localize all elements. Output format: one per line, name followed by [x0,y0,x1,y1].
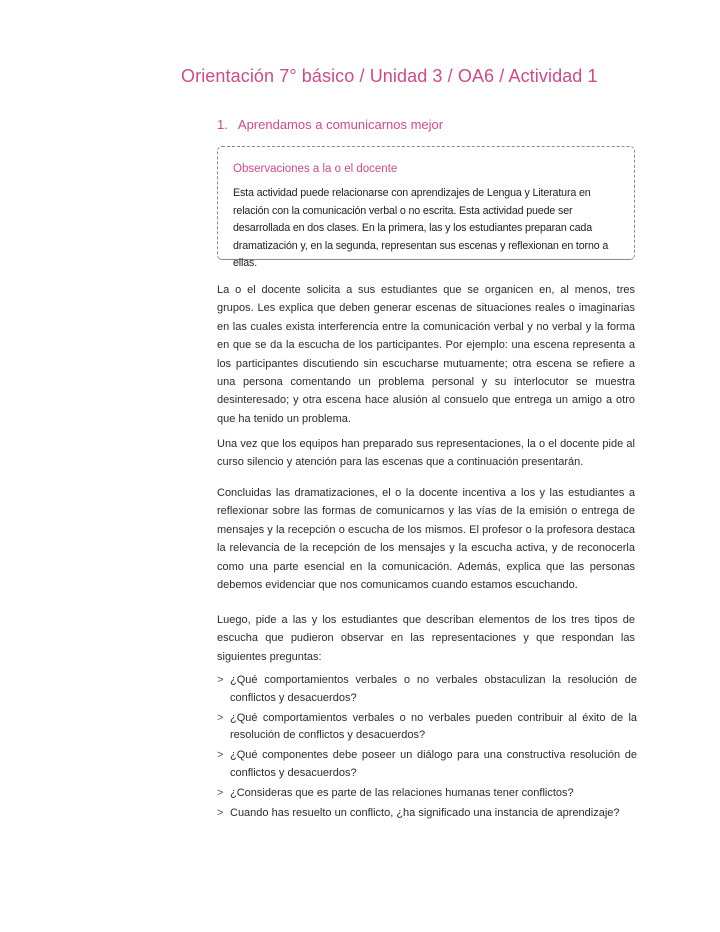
question-text: ¿Qué componentes debe poseer un diálogo para una constructiva resolución de conflictos y desacuerdos? [230,749,637,779]
page-title: Orientación 7° básico / Unidad 3 / OA6 / Actividad 1 [181,66,598,86]
section-heading-text: Aprendamos a comunicarnos mejor [237,117,444,132]
question-text: ¿Qué comportamientos verbales o no verbales obstaculizan la resolución de conflictos y desacuerdos? [230,674,637,704]
question-text: ¿Consideras que es parte de las relaciones humanas tener conflictos? [230,786,574,799]
chevron-right-icon: > [217,749,224,761]
chevron-right-icon: > [217,711,224,724]
section-number: 1. [217,117,228,132]
chevron-right-icon: > [217,806,224,819]
chevron-right-icon: > [217,674,224,686]
paragraph-instructions: La o el docente solicita a sus estudiantes que se organicen en, al menos, tres grupos. Les explica que deben generar escenas de situaciones reales o imaginarias en las cuales exista interferencia entre la comunicación verbal y no verbal y la forma en que se da la escucha de los participantes. Por ejemplo: una escena representa a los participantes discutiendo sin escucharse mutuamente; otra escena se refiere a una persona comentando un problema personal y su interlocutor se muestra desinteresado; y otra escena hace alusión al consuelo que entrega un amigo a otro que ha tenido un problema. [217,284,635,425]
teacher-observations-box [217,146,635,269]
chevron-right-icon: > [217,786,224,799]
paragraph-presentation: Una vez que los equipos han preparado sus representaciones, la o el docente pide al curso silencio y atención para las escenas que a continuación presentarán. [217,438,635,469]
observations-text: Esta actividad puede relacionarse con aprendizajes de Lengua y Literatura en relación con la comunicación verbal o no escrita. Esta actividad puede ser desarrollada en dos clases. En la primera, las y los estudiantes preparan cada dramatización y, en la segunda, representan sus escenas y reflexionan en torno a ellas. [233,187,609,269]
section-heading [217,117,443,132]
questions-list [217,672,637,825]
paragraph-questions-intro: Luego, pide a las y los estudiantes que describan elementos de los tres tipos de escucha que pudieron observar en las representaciones y que respondan las siguientes preguntas: [217,614,635,663]
list-item [217,672,637,707]
observations-title: Observaciones a la o el docente [233,163,398,175]
list-item [217,747,637,782]
list-item [217,805,637,823]
paragraph-reflection: Concluidas las dramatizaciones, el o la docente incentiva a los y las estudiantes a reflexionar sobre las formas de comunicarnos y las vías de la emisión o entrega de mensajes y la recepción o escucha de los mismos. El profesor o la profesora destaca la relevancia de la recepción de los mensajes y la escucha activa, y de reconocerla como una parte esencial en la comunicación. Además, explica que las personas debemos evidenciar que nos comunicamos cuando estamos escuchando. [217,487,635,592]
question-text: Cuando has resuelto un conflicto, ¿ha significado una instancia de aprendizaje? [230,806,620,819]
list-item [217,785,637,803]
list-item [217,710,637,745]
question-text: ¿Qué comportamientos verbales o no verbales pueden contribuir al éxito de la resolución de conflictos y desacuerdos? [230,711,637,741]
